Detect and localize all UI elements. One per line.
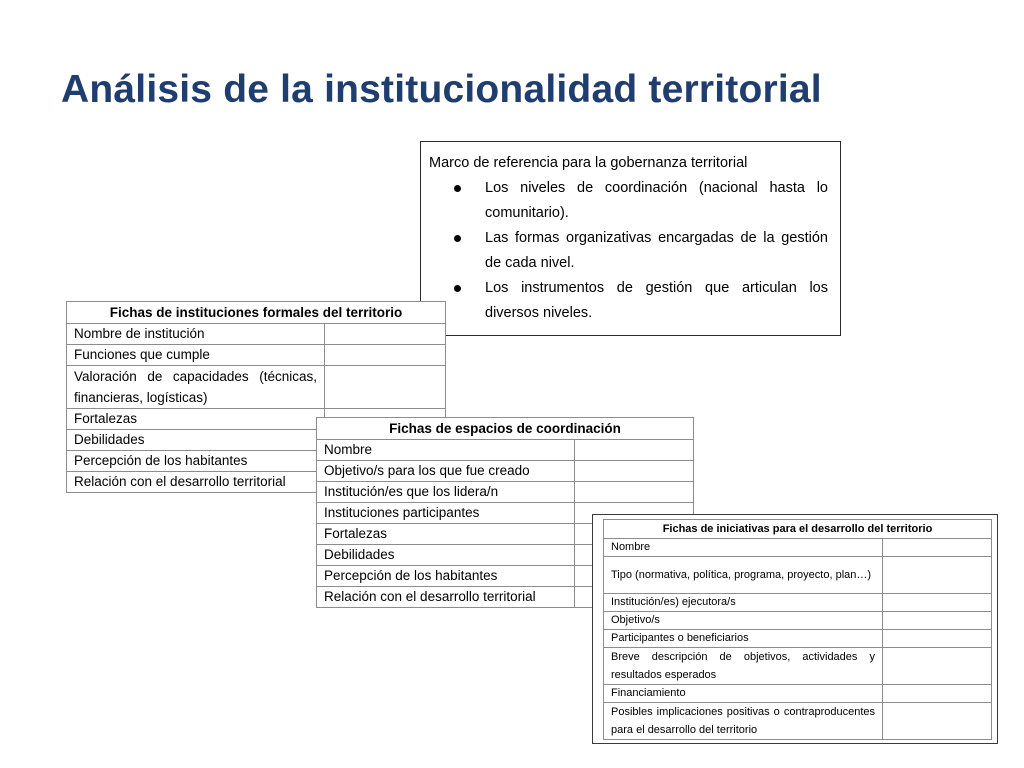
row-label: Objetivo/s para los que fue creado xyxy=(317,461,575,482)
framework-title: Marco de referencia para la gobernanza territorial xyxy=(429,155,748,171)
empty-cell xyxy=(883,539,992,557)
bullet-icon xyxy=(454,235,461,242)
table-row xyxy=(604,539,992,557)
framework-list xyxy=(429,176,828,326)
row-label: Funciones que cumple xyxy=(67,345,325,366)
table-header: Fichas de instituciones formales del territorio xyxy=(67,302,446,324)
empty-cell xyxy=(575,461,694,482)
bullet-icon xyxy=(454,285,461,292)
empty-cell xyxy=(883,612,992,630)
row-label: Nombre de institución xyxy=(67,324,325,345)
table-row xyxy=(604,648,992,685)
row-label: Objetivo/s xyxy=(604,612,883,630)
table-row xyxy=(67,366,446,409)
empty-cell xyxy=(883,594,992,612)
row-label: Breve descripción de objetivos, actividades y resultados esperados xyxy=(604,648,883,685)
row-label: Nombre xyxy=(604,539,883,557)
governance-framework-box xyxy=(420,141,841,336)
iniciativas-frame xyxy=(592,514,998,744)
framework-item: Los instrumentos de gestión que articulan los diversos niveles. xyxy=(429,276,828,326)
table-row xyxy=(317,482,694,503)
table-row xyxy=(604,685,992,703)
empty-cell xyxy=(575,440,694,461)
row-label: Relación con el desarrollo territorial xyxy=(67,472,325,493)
row-label: Valoración de capacidades (técnicas, financieras, logísticas) xyxy=(67,366,325,409)
row-label: Debilidades xyxy=(317,545,575,566)
table-row xyxy=(317,461,694,482)
empty-cell xyxy=(575,482,694,503)
bullet-icon xyxy=(454,185,461,192)
row-label: Relación con el desarrollo territorial xyxy=(317,587,575,608)
table-row xyxy=(604,612,992,630)
table-iniciativas-desarrollo xyxy=(603,519,992,740)
row-label: Participantes o beneficiarios xyxy=(604,630,883,648)
empty-cell xyxy=(325,345,446,366)
table-header: Fichas de espacios de coordinación xyxy=(317,418,694,440)
row-label: Debilidades xyxy=(67,430,325,451)
empty-cell xyxy=(883,557,992,594)
empty-cell xyxy=(883,630,992,648)
row-label: Percepción de los habitantes xyxy=(67,451,325,472)
table-row xyxy=(604,557,992,594)
framework-item: Los niveles de coordinación (nacional hasta lo comunitario). xyxy=(429,176,828,226)
table-header: Fichas de iniciativas para el desarrollo del territorio xyxy=(604,520,992,539)
row-label: Institución/es) ejecutora/s xyxy=(604,594,883,612)
empty-cell xyxy=(883,685,992,703)
row-label: Instituciones participantes xyxy=(317,503,575,524)
table-row xyxy=(67,324,446,345)
empty-cell xyxy=(325,366,446,409)
empty-cell xyxy=(883,648,992,685)
table-row xyxy=(67,345,446,366)
table-row xyxy=(317,440,694,461)
row-label: Institución/es que los lidera/n xyxy=(317,482,575,503)
row-label: Nombre xyxy=(317,440,575,461)
row-label: Fortalezas xyxy=(317,524,575,545)
table-row xyxy=(604,630,992,648)
row-label: Fortalezas xyxy=(67,409,325,430)
row-label: Posibles implicaciones positivas o contraproducentes para el desarrollo del territorio xyxy=(604,703,883,740)
framework-item: Las formas organizativas encargadas de la gestión de cada nivel. xyxy=(429,226,828,276)
row-label: Percepción de los habitantes xyxy=(317,566,575,587)
empty-cell xyxy=(883,703,992,740)
empty-cell xyxy=(325,324,446,345)
row-label: Tipo (normativa, política, programa, proyecto, plan…) xyxy=(604,557,883,594)
table-row xyxy=(604,703,992,740)
table-row xyxy=(604,594,992,612)
row-label: Financiamiento xyxy=(604,685,883,703)
slide-title: Análisis de la institucionalidad territorial xyxy=(61,68,822,111)
